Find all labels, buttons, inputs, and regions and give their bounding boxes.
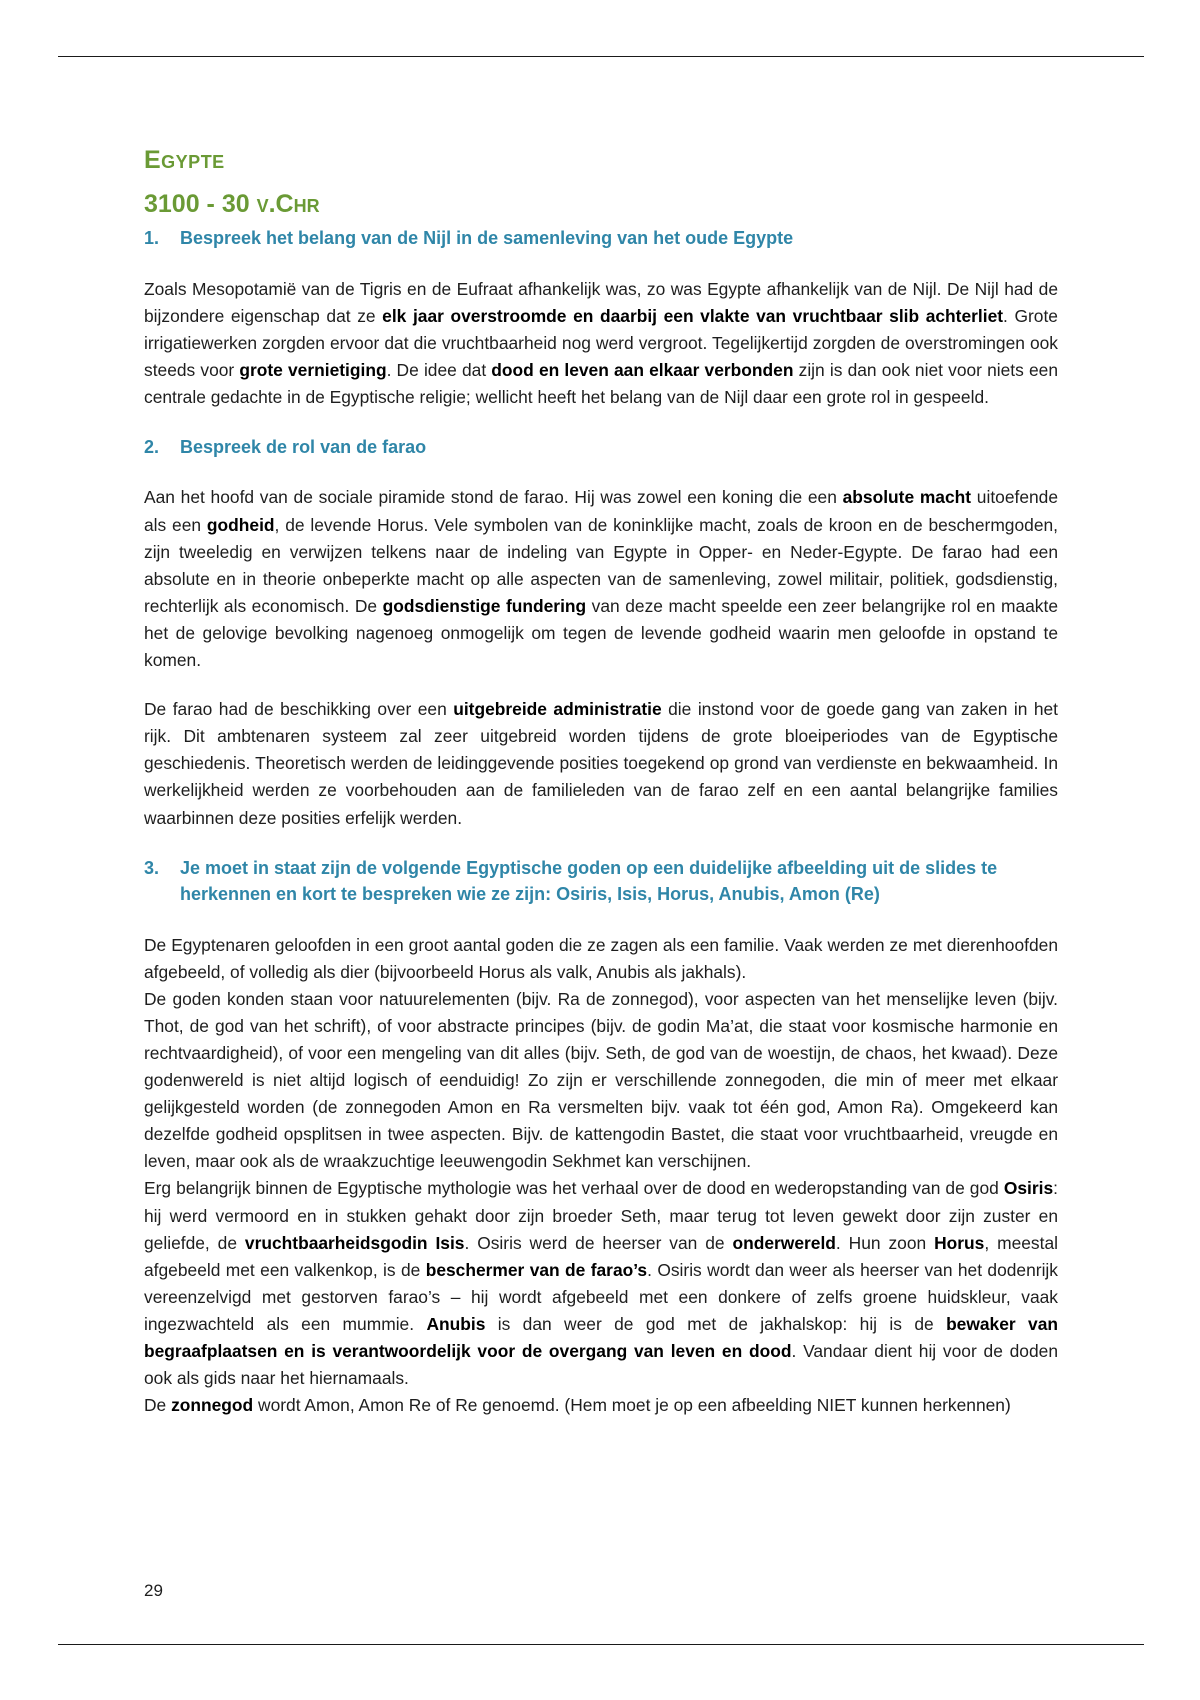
question-number: 2. (144, 436, 160, 457)
bold-term: Anubis (426, 1313, 486, 1334)
bold-term: bewaker van begraafplaatsen en is verantwoordelijk voor de overgang van leven en dood (144, 1313, 1059, 1361)
bold-term: zonnegod (171, 1395, 254, 1416)
period-title: 3100 - 30 v.Chr (144, 190, 320, 218)
bold-term: vruchtbaarheidsgodin Isis (244, 1232, 465, 1253)
bold-term: beschermer van de farao’s (425, 1259, 648, 1280)
question-number: 3. (144, 857, 160, 878)
body-paragraph: Erg belangrijk binnen de Egyptische mythologie was het verhaal over de dood en wederopstanding van de god Osiris: hij werd vermoord en in stukken gehakt door zijn broeder Seth, maar terug tot leven gewekt door zijn zuster en geliefde, de vruchtbaarheidsgodin Isis. Osiris werd de heerser van de onderwereld. Hun zoon Horus, meestal afgebeeld met een valkenkop, is de beschermer van de farao’s. Osiris wordt dan weer als heerser van het dodenrijk vereenzelvigd met gestorven farao’s – hij wordt afgebeeld met een donkere of zelfs groene huidskleur, vaak ingezwachteld als een mummie. Anubis is dan weer de god met de jakhalskop: hij is de bewaker van begraafplaatsen en is verantwoordelijk voor de overgang van leven en dood. Vandaar dient hij voor de doden ook als gids naar het hiernamaals. (144, 1178, 1059, 1389)
question-text: Bespreek het belang van de Nijl in de samenleving van het oude Egypte (180, 228, 794, 248)
bold-term: elk jaar overstroomde en daarbij een vlakte van vruchtbaar slib achterliet (382, 305, 1004, 326)
body-paragraph: De farao had de beschikking over een uitgebreide administratie die instond voor de goede gang van zaken in het rijk. Dit ambtenaren systeem zal zeer uitgebreid worden tijdens de grote bloeiperiodes van de Egyptische geschiedenis. Theoretisch werden de leidinggevende posities toegekend op grond van verdienste en bekwaamheid. In werkelijkheid werden ze voorbehouden aan de familieleden van de farao zelf en een aantal belangrijke families waarbinnen deze posities erfelijk werden. (144, 699, 1059, 828)
question-3-heading (144, 855, 1058, 908)
body-paragraph: Aan het hoofd van de sociale piramide stond de farao. Hij was zowel een koning die een absolute macht uitoefende als een godheid, de levende Horus. Vele symbolen van de koninklijke macht, zoals de kroon en de beschermgoden, zijn tweeledig en verwijzen telkens naar de indeling van Egypte in Opper- en Neder-Egypte. De farao had een absolute en in theorie onbeperkte macht op alle aspecten van de samenleving, zowel militair, politiek, godsdienstig, rechterlijk als economisch. De godsdienstige fundering van deze macht speelde een zeer belangrijke rol en maakte het de gelovige bevolking nagenoeg onmogelijk om tegen de levende godheid waarin men geloofde in opstand te komen. (144, 487, 1059, 671)
footer-rule (58, 1644, 1144, 1645)
question-text: Je moet in staat zijn de volgende Egyptische goden op een duidelijke afbeelding uit de slides te herkennen en kort te bespreken wie ze zijn: Osiris, Isis, Horus, Anubis, Amon (Re) (180, 857, 998, 905)
body-paragraph: De goden konden staan voor natuurelementen (bijv. Ra de zonnegod), voor aspecten van het menselijke leven (bijv. Thot, de god van het schrift), of voor abstracte principes (bijv. de godin Ma’at, die staat voor kosmische harmonie en rechtvaardigheid), of voor een mengeling van dit alles (bijv. Seth, de god van de woestijn, de chaos, het kwaad). Deze godenwereld is niet altijd logisch of eenduidig! Zo zijn er verschillende zonnegoden, die min of meer met elkaar gelijkgesteld worden (de zonnegoden Amon en Ra versmelten bijv. vaak tot één god, Amon Ra). Omgekeerd kan dezelfde godheid opsplitsen in twee aspecten. Bijv. de kattengodin Bastet, die staat voor vruchtbaarheid, vreugde en leven, maar ook als de wraakzuchtige leeuwengodin Sekhmet kan verschijnen. (144, 988, 1058, 1172)
question-2-heading (144, 434, 1058, 461)
bold-term: onderwereld (732, 1232, 836, 1253)
question-text: Bespreek de rol van de farao (180, 436, 427, 457)
question-number: 1. (144, 228, 160, 248)
bold-term: Osiris (1003, 1178, 1054, 1199)
bold-term: Horus (934, 1232, 985, 1253)
body-paragraph: De zonnegod wordt Amon, Amon Re of Re genoemd. (Hem moet je op een afbeelding NIET kunnen herkennen) (144, 1395, 1011, 1416)
bold-term: absolute macht (842, 487, 972, 508)
bold-term: godsdienstige fundering (382, 595, 587, 616)
body-paragraph: De Egyptenaren geloofden in een groot aantal goden die ze zagen als een familie. Vaak werden ze met dierenhoofden afgebeeld, of volledig als dier (bijvoorbeeld Horus als valk, Anubis als jakhals). (144, 934, 1058, 982)
bold-term: dood en leven aan elkaar verbonden (491, 359, 794, 380)
bold-term: godheid (206, 514, 275, 535)
bold-term: uitgebreide administratie (453, 699, 662, 720)
question-1-heading (144, 225, 1058, 252)
header-rule (58, 56, 1144, 57)
body-paragraph: Zoals Mesopotamië van de Tigris en de Eufraat afhankelijk was, zo was Egypte afhankelijk van de Nijl. De Nijl had de bijzondere eigenschap dat ze elk jaar overstroomde en daarbij een vlakte van vruchtbaar slib achterliet. Grote irrigatiewerken zorgden ervoor dat die vruchtbaarheid nog werd vergroot. Tegelijkertijd zorgden de overstromingen ook steeds voor grote vernietiging. De idee dat dood en leven aan elkaar verbonden zijn is dan ook niet voor niets een centrale gedachte in de Egyptische religie; wellicht heeft het belang van de Nijl daar een grote rol in gespeeld. (144, 278, 1058, 407)
chapter-title: Egypte (144, 146, 225, 174)
page-content (144, 143, 1058, 1419)
bold-term: grote vernietiging (239, 359, 387, 380)
page-number: 29 (144, 1581, 163, 1600)
